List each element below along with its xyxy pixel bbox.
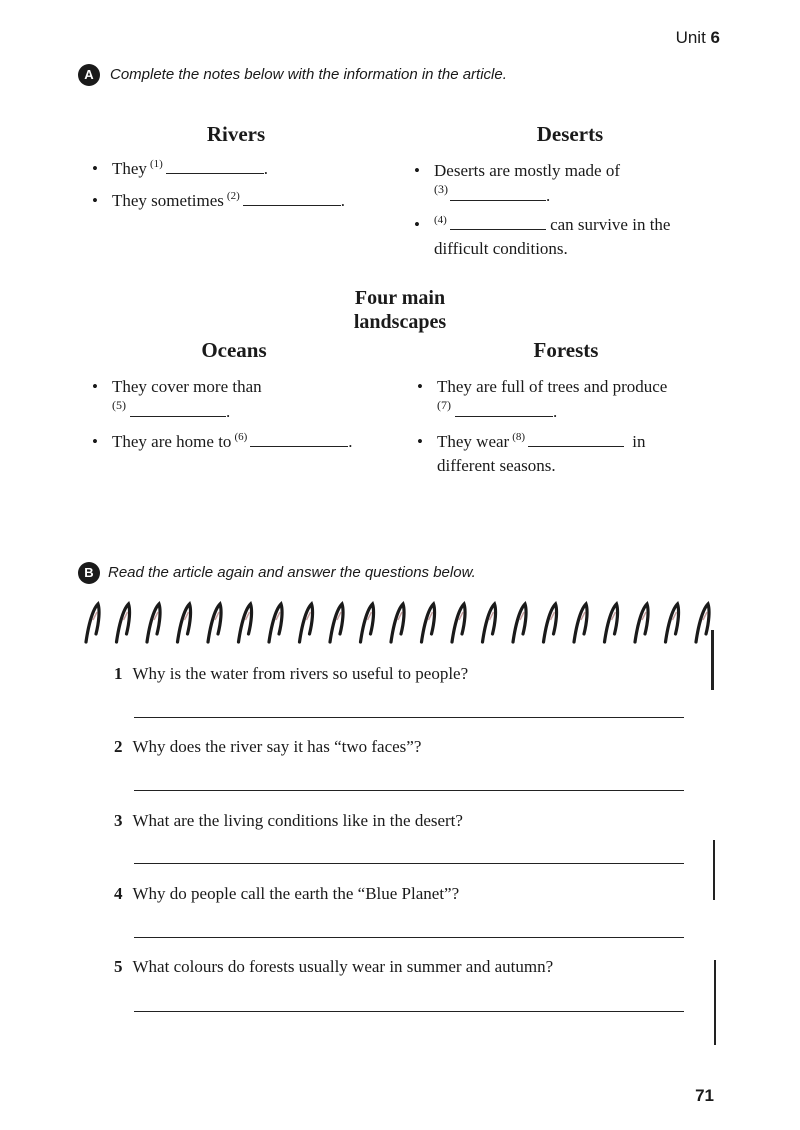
answer-line-3[interactable] (134, 863, 684, 864)
spiral-coil (86, 604, 99, 642)
answer-line-5[interactable] (134, 1011, 684, 1012)
blank-number-1: (1) (149, 158, 163, 171)
spiral-coil (666, 604, 679, 642)
question-4: 4 Why do people call the earth the “Blue Planet”? (114, 884, 460, 903)
oceans-note-1: • They cover more than (112, 375, 262, 399)
blank-4[interactable] (450, 217, 546, 230)
bullet: • (92, 159, 98, 178)
spiral-coil (452, 604, 465, 642)
blank-number-4: (4) (434, 214, 447, 227)
forests-note-1-blank: $^{(7)}$ . (437, 398, 558, 421)
spiral-coil (269, 604, 282, 642)
blank-3[interactable] (450, 188, 546, 201)
blank-7[interactable] (455, 404, 553, 417)
bullet: • (92, 377, 98, 396)
deserts-heading: Deserts (536, 122, 604, 146)
oceans-note-1-blank: $^{(5)}$ . (112, 398, 231, 421)
question-3: 3 What are the living conditions like in the desert? (114, 811, 463, 830)
spiral-coil (117, 604, 130, 642)
oceans-heading: Oceans (201, 338, 267, 362)
forests-note-2: • They wear $^{(8)}$ in different seasons. (417, 431, 646, 475)
spiral-coil (605, 604, 618, 642)
question-2: 2 Why does the river say it has “two faces”? (114, 737, 422, 756)
spiral-coil (300, 604, 313, 642)
unit-label (676, 28, 720, 48)
blank-number-5: (5) (112, 398, 126, 412)
bullet: • (92, 432, 98, 451)
spiral-coil (635, 604, 648, 642)
question-5: 5 What colours do forests usually wear in summer and autumn? (114, 957, 554, 976)
binder-mark (713, 840, 715, 900)
center-title: Four main landscapes (353, 287, 447, 333)
spiral-coil (361, 604, 374, 642)
blank-number-3: (3) (434, 182, 448, 196)
forests-heading: Forests (533, 338, 599, 362)
bullet: • (417, 377, 423, 396)
spiral-coil (513, 604, 526, 642)
bullet: • (414, 161, 420, 180)
section-b-instruction: Read the article again and answer the questions below. (108, 564, 476, 581)
spiral-coil (208, 604, 221, 642)
blank-number-6: (6) (234, 431, 248, 444)
page-number: 71 (695, 1086, 714, 1105)
unit-word: Unit (675, 28, 706, 47)
answer-line-4[interactable] (134, 937, 684, 938)
unit-number: 6 (710, 28, 720, 47)
bullet: • (414, 215, 420, 234)
binder-mark (711, 630, 714, 690)
spiral-coil (544, 604, 557, 642)
spiral-coil (696, 604, 709, 642)
question-1: 1 Why is the water from rivers so useful to people? (114, 664, 469, 683)
deserts-note-1: • Deserts are mostly made of (434, 159, 620, 183)
blank-5[interactable] (130, 404, 226, 417)
deserts-note-1-blank: $^{(3)}$ . (434, 182, 551, 205)
forests-note-1: • They are full of trees and produce (437, 375, 667, 399)
blank-2[interactable] (243, 193, 341, 206)
deserts-note-2: • $^{(4)}$ can survive in the difficult conditions. (414, 214, 671, 258)
binder-mark (714, 960, 716, 1045)
spiral-coil (391, 604, 404, 642)
spiral-coil (147, 604, 160, 642)
spiral-coil (422, 604, 435, 642)
oceans-note-2: • They are home to $^{(6)}$ . (112, 430, 353, 454)
spiral-binding (80, 600, 720, 650)
answer-line-1[interactable] (134, 717, 684, 718)
spiral-coil (574, 604, 587, 642)
answer-line-2[interactable] (134, 790, 684, 791)
spiral-coil (178, 604, 191, 642)
section-a-instruction: Complete the notes below with the information in the article. (110, 66, 507, 83)
spiral-coil (330, 604, 343, 642)
rivers-heading: Rivers (206, 122, 266, 146)
blank-1[interactable] (166, 161, 264, 174)
rivers-note-1: • They $^{(1)}$ . (112, 157, 268, 181)
blank-number-8: (8) (512, 431, 526, 444)
rivers-note-2: • They sometimes $^{(2)}$ . (112, 189, 345, 213)
bullet: • (417, 432, 423, 451)
spiral-coil (239, 604, 252, 642)
blank-number-2: (2) (226, 190, 240, 203)
bullet: • (92, 191, 98, 210)
blank-6[interactable] (250, 434, 348, 447)
blank-8[interactable] (528, 434, 624, 447)
blank-number-7: (7) (437, 398, 451, 412)
section-b-badge: B (78, 562, 100, 584)
spiral-coil (483, 604, 496, 642)
section-a-badge: A (78, 64, 100, 86)
